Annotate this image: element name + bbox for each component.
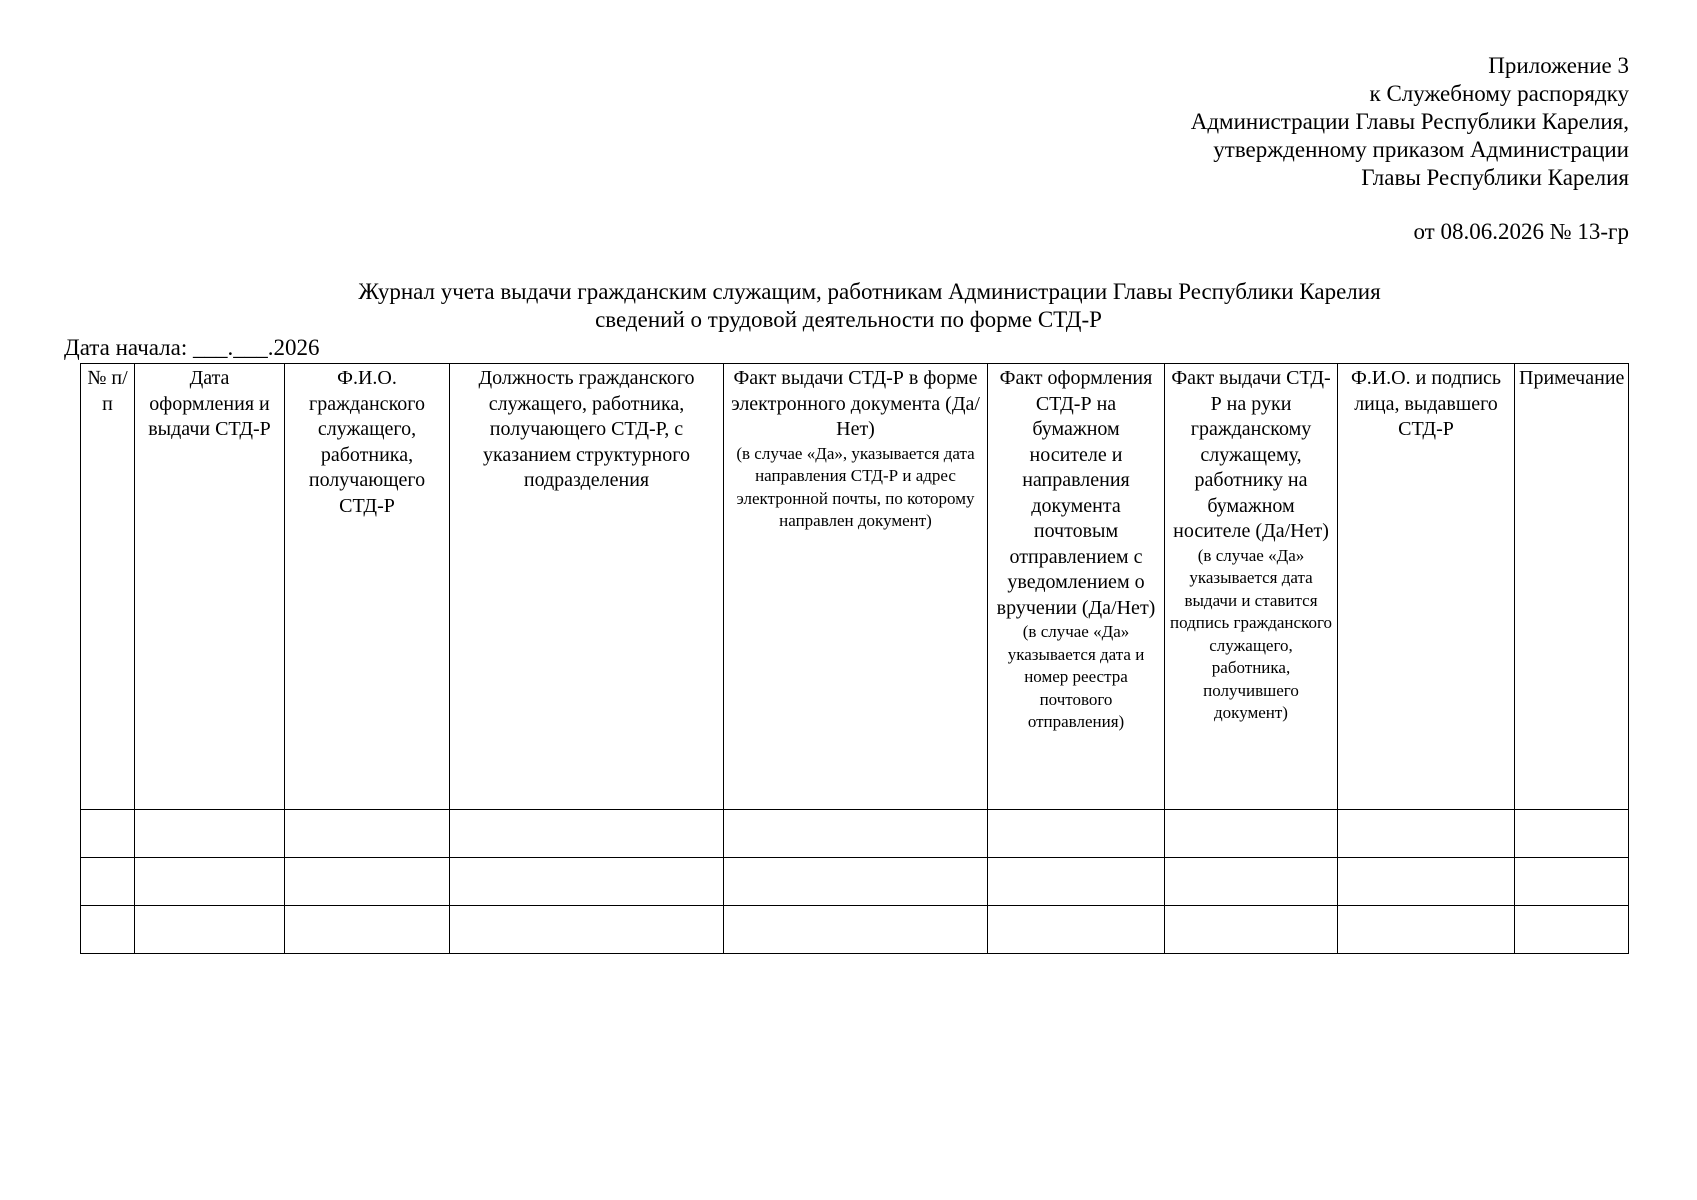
document-title <box>0 278 1697 334</box>
table-cell[interactable] <box>450 810 724 858</box>
table-cell[interactable] <box>450 906 724 954</box>
table-header-row <box>81 364 1629 810</box>
table-cell[interactable] <box>1515 858 1629 906</box>
table-cell[interactable] <box>135 906 285 954</box>
column-header-label: Ф.И.О. и подпись лица, выдавшего СТД-Р <box>1350 367 1502 440</box>
table-cell[interactable] <box>724 906 988 954</box>
table-cell[interactable] <box>988 906 1165 954</box>
column-header-label: Ф.И.О. гражданского служащего, работника, получающего СТД-Р <box>308 367 426 517</box>
table-cell[interactable] <box>135 858 285 906</box>
column-header-issuer <box>1338 364 1515 810</box>
table-cell[interactable] <box>285 906 450 954</box>
title-line-2: сведений о трудовой деятельности по форме СТД-Р <box>595 307 1102 332</box>
table-cell[interactable] <box>81 858 135 906</box>
column-header-electronic-issue <box>724 364 988 810</box>
column-header-note: (в случае «Да» указывается дата и номер реестра почтового отправления) <box>1007 622 1145 731</box>
table-cell[interactable] <box>135 810 285 858</box>
table-cell[interactable] <box>450 858 724 906</box>
table-cell[interactable] <box>81 906 135 954</box>
column-header-note: (в случае «Да» указывается дата выдачи и ставится подпись гражданского служащего, работника, получившего документ) <box>1169 545 1333 722</box>
approval-line: Главы Республики Карелия <box>1361 165 1629 190</box>
column-header-label: № п/п <box>87 367 128 415</box>
table-cell[interactable] <box>81 810 135 858</box>
approval-line: утвержденному приказом Администрации <box>1213 137 1629 162</box>
column-header-label: Факт оформления СТД-Р на бумажном носителе и направления документа почтовым отправлением с уведомлением о вручении (Да/Нет) <box>996 367 1156 619</box>
start-date-label: Дата начала: ___.___.2026 <box>64 335 320 360</box>
order-reference: от 08.06.2026 № 13-гр <box>1413 219 1629 244</box>
column-header-label: Примечание <box>1519 367 1625 389</box>
table-cell[interactable] <box>285 858 450 906</box>
table-row <box>81 858 1629 906</box>
title-line-1: Журнал учета выдачи гражданским служащим, работникам Администрации Главы Республики Карелия <box>358 279 1381 304</box>
column-header-note: (в случае «Да», указывается дата направления СТД-Р и адрес электронной почты, по которому направлен документ) <box>736 443 975 530</box>
column-header-position <box>450 364 724 810</box>
table-cell[interactable] <box>1338 906 1515 954</box>
table-cell[interactable] <box>1338 858 1515 906</box>
approval-line: к Служебному распорядку <box>1369 81 1629 106</box>
approval-line: Администрации Главы Республики Карелия, <box>1190 109 1629 134</box>
column-header-label: Дата оформления и выдачи СТД-Р <box>148 367 271 440</box>
approval-block <box>1191 52 1629 246</box>
table-cell[interactable] <box>988 810 1165 858</box>
column-header-remarks <box>1515 364 1629 810</box>
column-header-issue-date <box>135 364 285 810</box>
table-cell[interactable] <box>1515 906 1629 954</box>
table-cell[interactable] <box>724 810 988 858</box>
column-header-label: Факт выдачи СТД-Р в форме электронного документа (Да/Нет) <box>731 367 980 440</box>
table-cell[interactable] <box>724 858 988 906</box>
table-cell[interactable] <box>285 810 450 858</box>
column-header-hand-issue <box>1165 364 1338 810</box>
column-header-number <box>81 364 135 810</box>
table-cell[interactable] <box>1515 810 1629 858</box>
table-cell[interactable] <box>1165 906 1338 954</box>
column-header-full-name <box>285 364 450 810</box>
column-header-postal-issue <box>988 364 1165 810</box>
table-cell[interactable] <box>1338 810 1515 858</box>
table-cell[interactable] <box>1165 858 1338 906</box>
column-header-label: Должность гражданского служащего, работника, получающего СТД-Р, с указанием структурного подразделения <box>478 367 695 491</box>
table-cell[interactable] <box>988 858 1165 906</box>
journal-table <box>80 363 1629 954</box>
approval-line: Приложение 3 <box>1488 53 1629 78</box>
table-cell[interactable] <box>1165 810 1338 858</box>
table-row <box>81 810 1629 858</box>
table-row <box>81 906 1629 954</box>
column-header-label: Факт выдачи СТД-Р на руки гражданскому служащему, работнику на бумажном носителе (Да/Нет) <box>1171 367 1331 542</box>
